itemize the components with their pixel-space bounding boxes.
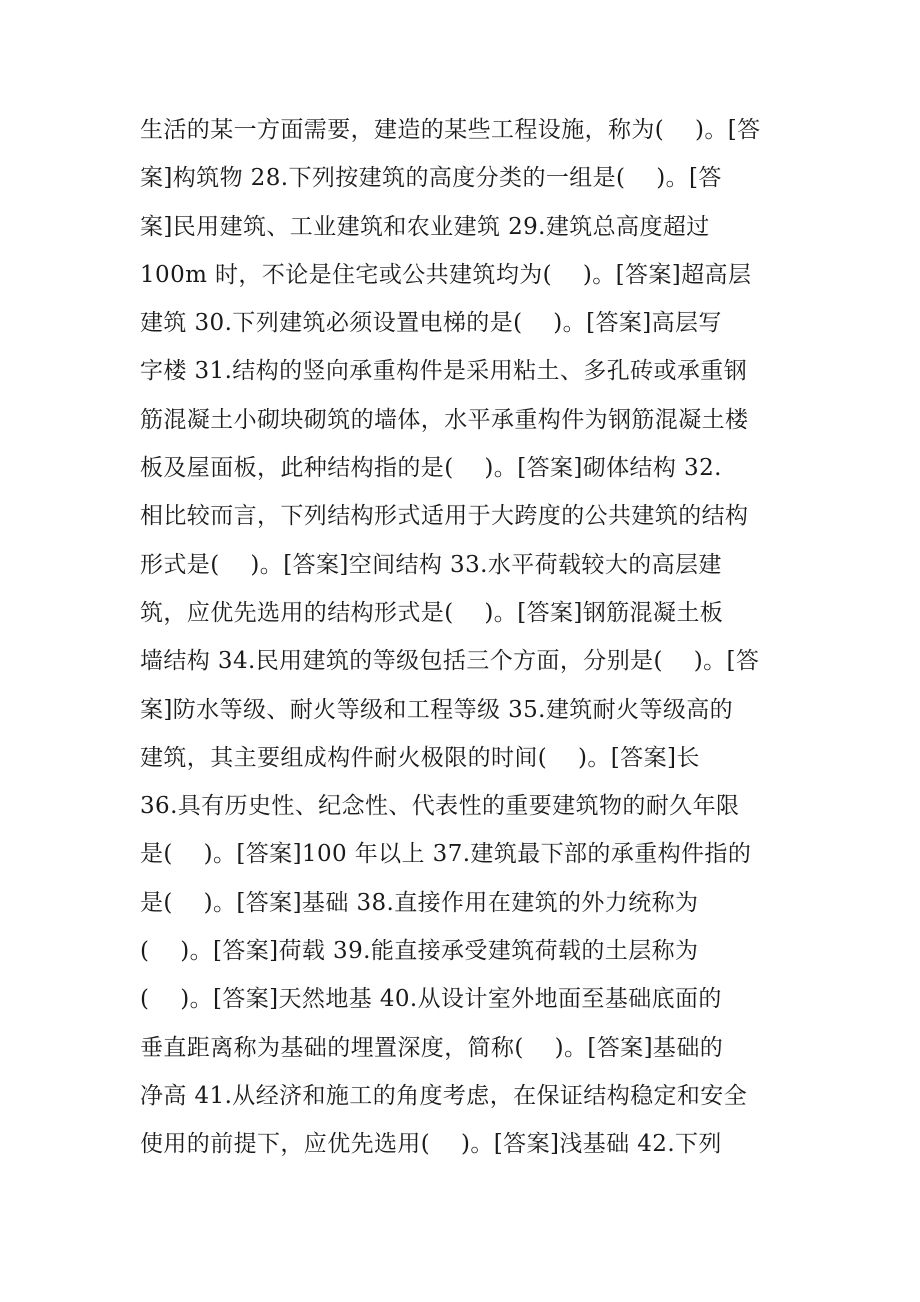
text-line: 相比较而言，下列结构形式适用于大跨度的公共建筑的结构 (140, 503, 749, 530)
text-line: 筑，应优先选用的结构形式是( )。[答案]钢筋混凝土板 (140, 599, 724, 626)
text-line: 案]防水等级、耐火等级和工程等级 35.建筑耐火等级高的 (140, 696, 734, 723)
text-line: 36.具有历史性、纪念性、代表性的重要建筑物的耐久年限 (140, 793, 740, 820)
text-line: 形式是( )。[答案]空间结构 33.水平荷载较大的高层建 (140, 551, 722, 578)
text-line: 是( )。[答案]基础 38.直接作用在建筑的外力统称为 (140, 889, 699, 916)
text-line: 是( )。[答案]100 年以上 37.建筑最下部的承重构件指的 (140, 841, 752, 868)
text-line: 墙结构 34.民用建筑的等级包括三个方面，分别是( )。[答 (140, 648, 760, 675)
text-line: 生活的某一方面需要，建造的某些工程设施，称为( )。[答 (140, 117, 761, 143)
text-line: ( )。[答案]荷载 39.能直接承受建筑荷载的土层称为 (140, 938, 699, 965)
text-line: 案]民用建筑、工业建筑和农业建筑 29.建筑总高度超过 (140, 213, 710, 240)
text-line: 案]构筑物 28.下列按建筑的高度分类的一组是( )。[答 (140, 165, 722, 192)
text-line: 字楼 31.结构的竖向承重构件是采用粘土、多孔砖或承重钢 (140, 358, 748, 385)
text-line: 使用的前提下，应优先选用( )。[答案]浅基础 42.下列 (140, 1131, 722, 1158)
text-line: 建筑 30.下列建筑必须设置电梯的是( )。[答案]高层写 (140, 310, 722, 337)
text-line: ( )。[答案]天然地基 40.从设计室外地面至基础底面的 (140, 986, 722, 1013)
body-text (140, 118, 820, 1181)
text-line: 垂直距离称为基础的埋置深度，简称( )。[答案]基础的 (140, 1034, 724, 1061)
text-line: 板及屋面板，此种结构指的是( )。[答案]砌体结构 32. (140, 455, 722, 482)
text-line: 100m 时，不论是住宅或公共建筑均为( )。[答案]超高层 (140, 261, 752, 288)
text-line: 筋混凝土小砌块砌筑的墙体，水平承重构件为钢筋混凝土楼 (140, 406, 749, 433)
text-line: 净高 41.从经济和施工的角度考虑，在保证结构稳定和安全 (140, 1082, 748, 1109)
text-line: 建筑，其主要组成构件耐火极限的时间( )。[答案]长 (140, 744, 700, 771)
